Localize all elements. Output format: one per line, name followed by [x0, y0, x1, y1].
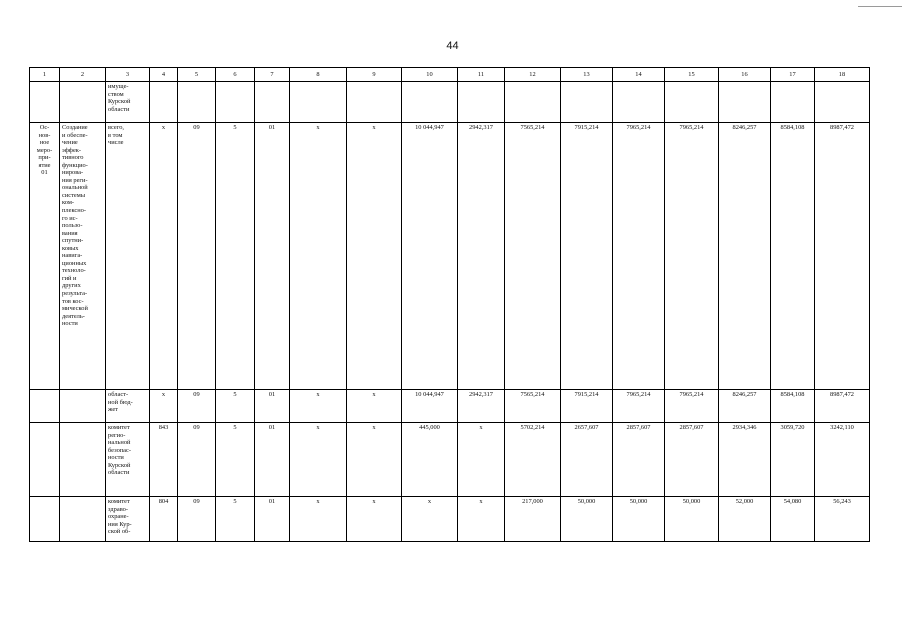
value-cell-col-7: 01	[255, 390, 290, 423]
column-number-2: 2	[60, 68, 106, 82]
value-cell-col-11: х	[458, 423, 505, 497]
value-cell-col-8: х	[290, 123, 347, 390]
value-cell-col-18: 8987,472	[815, 390, 870, 423]
value-cell-col-4: 804	[150, 497, 178, 542]
value-cell-col-18: 8987,472	[815, 123, 870, 390]
value-cell-col-8	[290, 82, 347, 123]
column-number-14: 14	[613, 68, 665, 82]
value-cell-col-6: 5	[216, 123, 255, 390]
executor-cell: област- ной бюд- жет	[106, 390, 150, 423]
value-cell-col-16	[719, 82, 771, 123]
executor-cell: всего, в том числе	[106, 123, 150, 390]
column-number-10: 10	[402, 68, 458, 82]
column-number-5: 5	[178, 68, 216, 82]
column-number-6: 6	[216, 68, 255, 82]
value-cell-col-7: 01	[255, 497, 290, 542]
value-cell-col-15: 2857,607	[665, 423, 719, 497]
value-cell-col-9: х	[347, 390, 402, 423]
executor-cell: комитет здраво- охране- ния Кур- ской об-	[106, 497, 150, 542]
value-cell-col-14: 7965,214	[613, 390, 665, 423]
status-cell	[30, 497, 60, 542]
value-cell-col-15: 7965,214	[665, 123, 719, 390]
value-cell-col-13: 7915,214	[561, 390, 613, 423]
table-row	[30, 390, 870, 423]
program-name-cell: Создание и обеспе- чение эффек- тивного функцио- нирова- ния реги- ональной системы ком- плексно- го ис- пользо- вания спутни- ковых навига- ционных техноло- гий и других результа- тов кос- мической деятель- ности	[60, 123, 106, 390]
column-number-12: 12	[505, 68, 561, 82]
program-name-cell	[60, 497, 106, 542]
value-cell-col-17: 3059,720	[771, 423, 815, 497]
table-row	[30, 123, 870, 390]
value-cell-col-5: 09	[178, 423, 216, 497]
table-row	[30, 497, 870, 542]
value-cell-col-5	[178, 82, 216, 123]
value-cell-col-12: 7565,214	[505, 390, 561, 423]
column-number-7: 7	[255, 68, 290, 82]
value-cell-col-11	[458, 82, 505, 123]
value-cell-col-6: 5	[216, 390, 255, 423]
value-cell-col-14: 2857,607	[613, 423, 665, 497]
status-cell	[30, 423, 60, 497]
column-number-9: 9	[347, 68, 402, 82]
value-cell-col-16: 52,000	[719, 497, 771, 542]
value-cell-col-14	[613, 82, 665, 123]
value-cell-col-9: х	[347, 497, 402, 542]
value-cell-col-11: 2942,317	[458, 390, 505, 423]
status-cell: Ос- нов- ное меро- при- ятие 01	[30, 123, 60, 390]
value-cell-col-9	[347, 82, 402, 123]
column-number-3: 3	[106, 68, 150, 82]
table-row	[30, 423, 870, 497]
column-number-8: 8	[290, 68, 347, 82]
value-cell-col-11: 2942,317	[458, 123, 505, 390]
page-number: 44	[446, 40, 459, 52]
value-cell-col-10: 445,000	[402, 423, 458, 497]
value-cell-col-5: 09	[178, 497, 216, 542]
value-cell-col-15: 50,000	[665, 497, 719, 542]
program-name-cell	[60, 423, 106, 497]
executor-cell: комитет регио- нальной безопас- ности Курской области	[106, 423, 150, 497]
value-cell-col-10: х	[402, 497, 458, 542]
value-cell-col-17: 8584,108	[771, 390, 815, 423]
value-cell-col-14: 50,000	[613, 497, 665, 542]
value-cell-col-4	[150, 82, 178, 123]
value-cell-col-7	[255, 82, 290, 123]
value-cell-col-16: 8246,257	[719, 390, 771, 423]
value-cell-col-16: 8246,257	[719, 123, 771, 390]
column-number-11: 11	[458, 68, 505, 82]
value-cell-col-13	[561, 82, 613, 123]
table-row	[30, 82, 870, 123]
value-cell-col-4: х	[150, 123, 178, 390]
value-cell-col-18: 56,243	[815, 497, 870, 542]
value-cell-col-15	[665, 82, 719, 123]
value-cell-col-17	[771, 82, 815, 123]
value-cell-col-7: 01	[255, 123, 290, 390]
value-cell-col-13: 50,000	[561, 497, 613, 542]
value-cell-col-9: х	[347, 423, 402, 497]
value-cell-col-8: х	[290, 497, 347, 542]
value-cell-col-11: х	[458, 497, 505, 542]
column-number-18: 18	[815, 68, 870, 82]
value-cell-col-12	[505, 82, 561, 123]
status-cell	[30, 82, 60, 123]
column-number-1: 1	[30, 68, 60, 82]
status-cell	[30, 390, 60, 423]
value-cell-col-6: 5	[216, 423, 255, 497]
value-cell-col-18: 3242,110	[815, 423, 870, 497]
executor-cell: имуще- ством Курской области	[106, 82, 150, 123]
value-cell-col-4: х	[150, 390, 178, 423]
column-number-15: 15	[665, 68, 719, 82]
value-cell-col-10	[402, 82, 458, 123]
value-cell-col-13: 7915,214	[561, 123, 613, 390]
value-cell-col-8: х	[290, 423, 347, 497]
value-cell-col-16: 2934,346	[719, 423, 771, 497]
value-cell-col-12: 5702,214	[505, 423, 561, 497]
value-cell-col-15: 7965,214	[665, 390, 719, 423]
column-number-13: 13	[561, 68, 613, 82]
value-cell-col-10: 10 044,947	[402, 123, 458, 390]
value-cell-col-4: 843	[150, 423, 178, 497]
value-cell-col-18	[815, 82, 870, 123]
value-cell-col-14: 7965,214	[613, 123, 665, 390]
value-cell-col-10: 10 044,947	[402, 390, 458, 423]
column-number-17: 17	[771, 68, 815, 82]
table-body	[30, 68, 870, 542]
value-cell-col-17: 8584,108	[771, 123, 815, 390]
value-cell-col-13: 2657,607	[561, 423, 613, 497]
program-name-cell	[60, 390, 106, 423]
column-number-4: 4	[150, 68, 178, 82]
value-cell-col-6	[216, 82, 255, 123]
value-cell-col-5: 09	[178, 123, 216, 390]
value-cell-col-7: 01	[255, 423, 290, 497]
value-cell-col-5: 09	[178, 390, 216, 423]
value-cell-col-17: 54,080	[771, 497, 815, 542]
program-name-cell	[60, 82, 106, 123]
column-number-16: 16	[719, 68, 771, 82]
value-cell-col-12: 217,000	[505, 497, 561, 542]
value-cell-col-8: х	[290, 390, 347, 423]
budget-table	[29, 67, 870, 542]
value-cell-col-6: 5	[216, 497, 255, 542]
scan-edge-mark	[858, 6, 902, 7]
value-cell-col-12: 7565,214	[505, 123, 561, 390]
value-cell-col-9: х	[347, 123, 402, 390]
column-number-header-row	[30, 68, 870, 82]
